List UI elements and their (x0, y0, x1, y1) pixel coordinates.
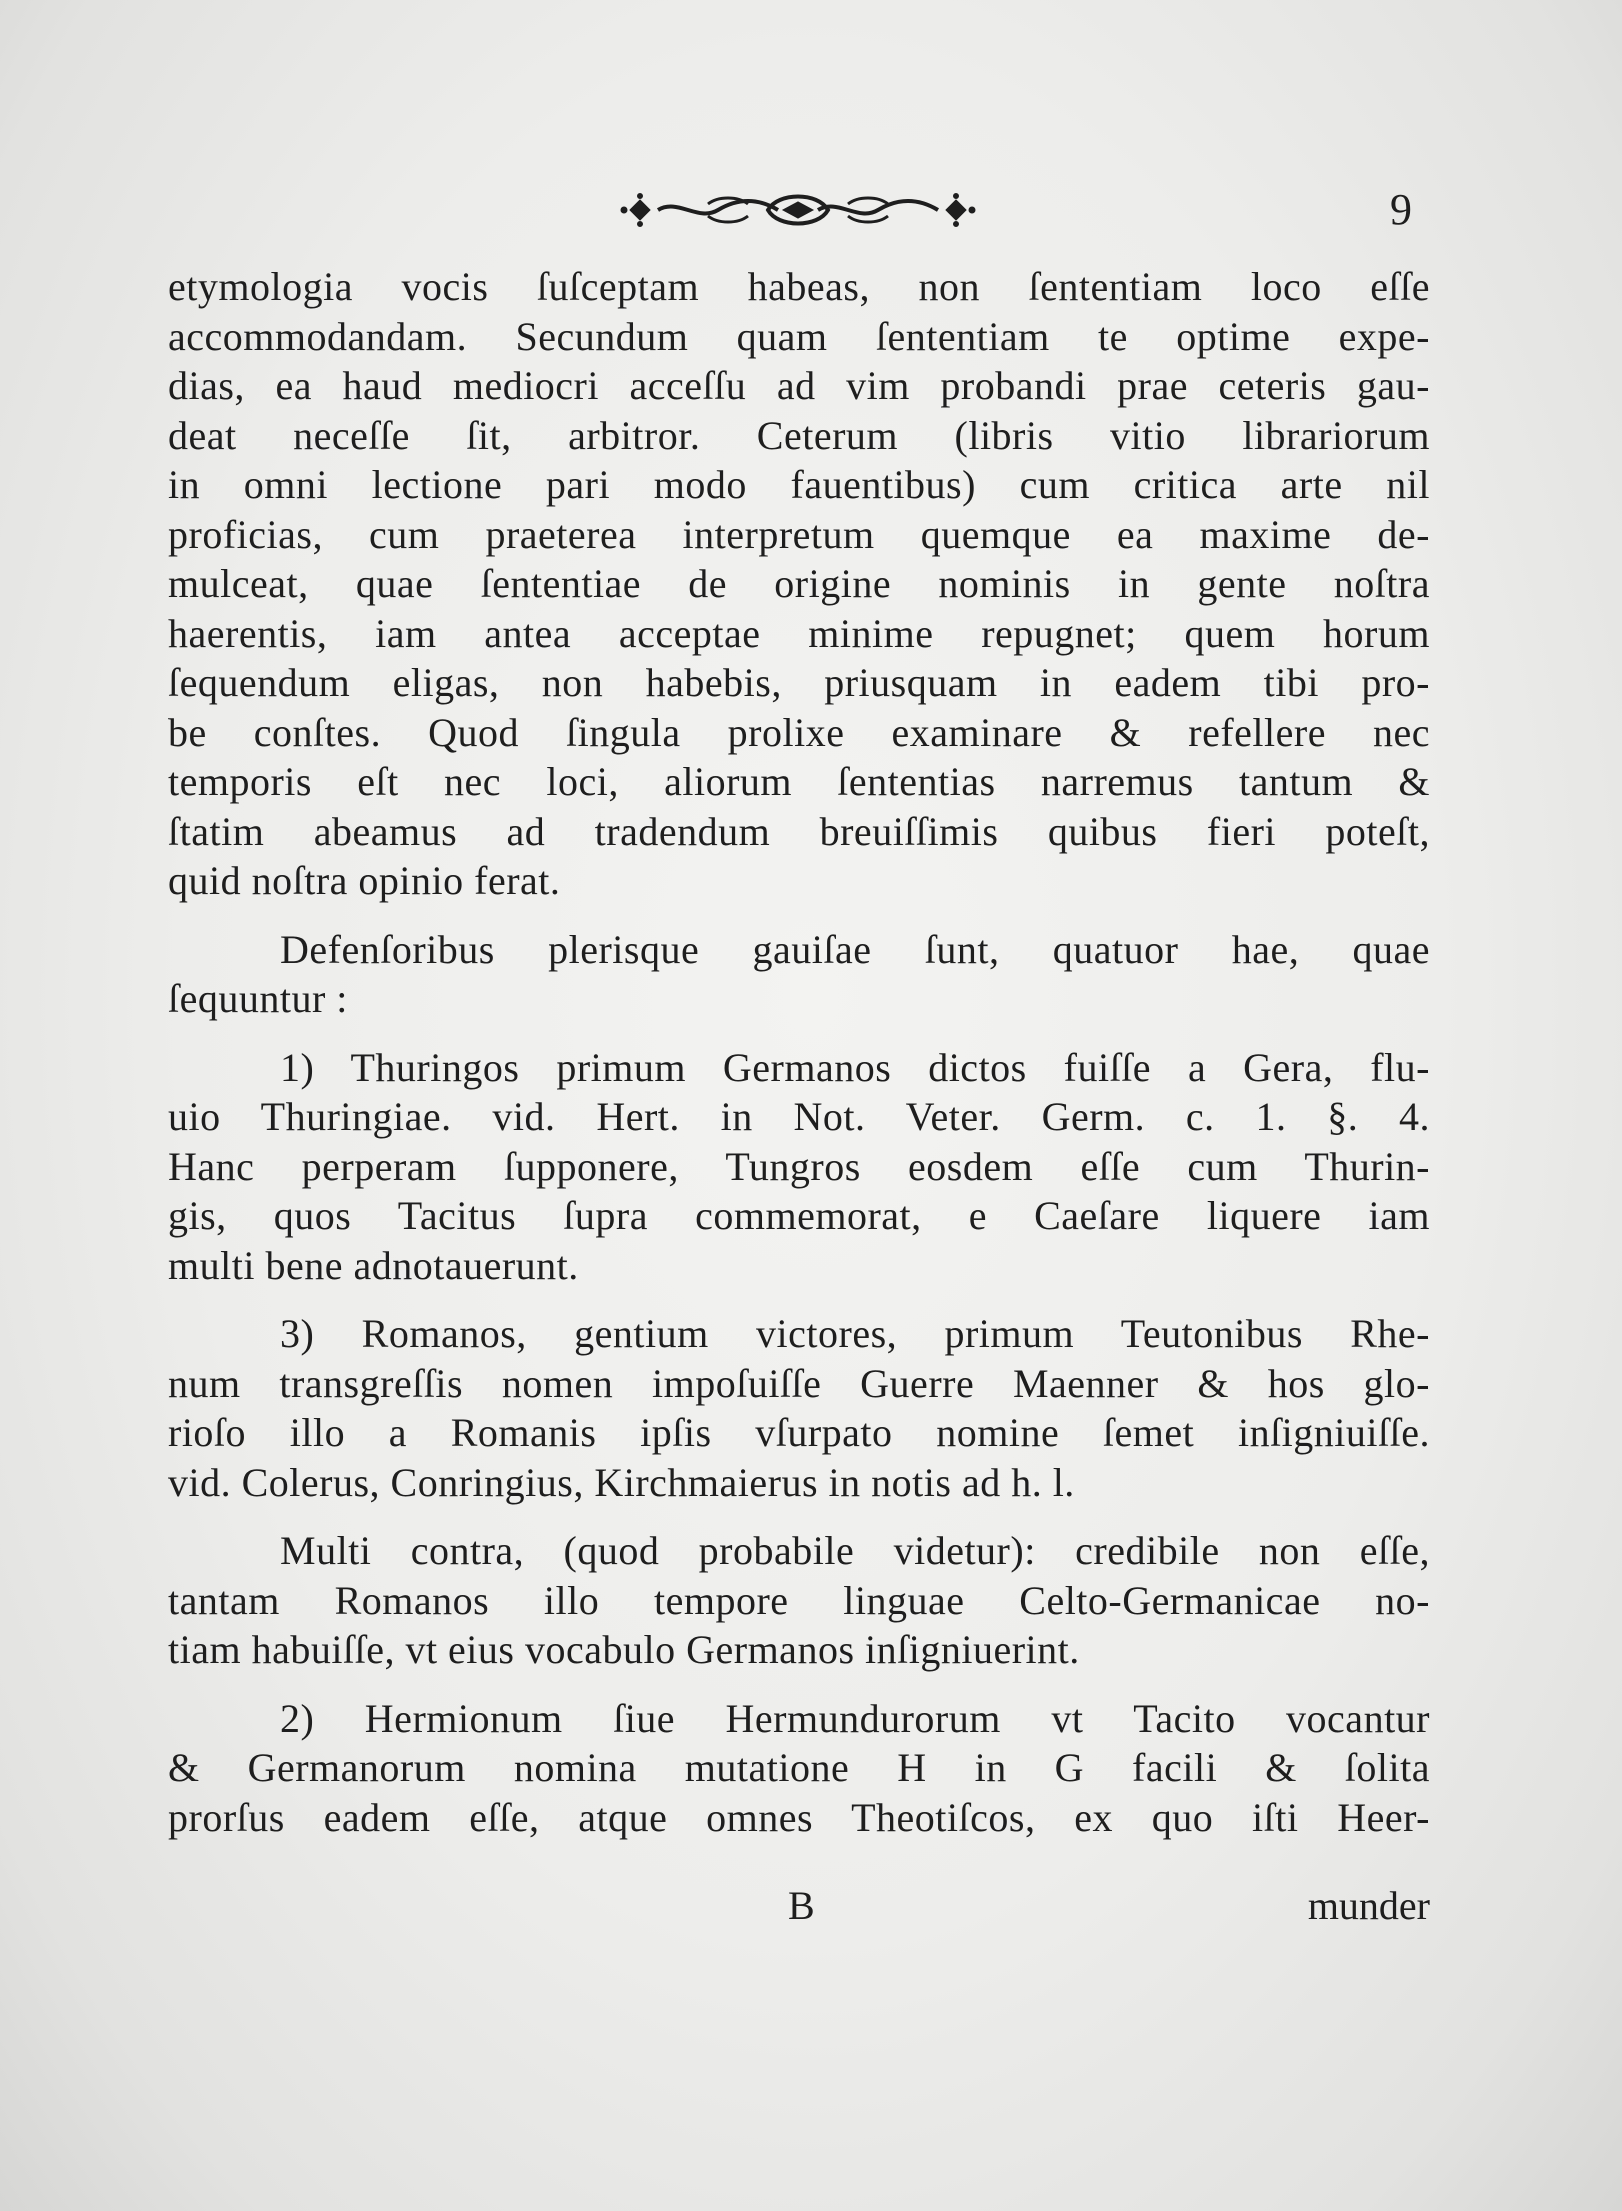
text-line: ſequendum eligas, non habebis, priusquam in eadem tibi pro- (168, 660, 1430, 705)
paragraph-gap (168, 906, 1430, 925)
text-line: tantam Romanos illo tempore linguae Celto-Germanicae no- (168, 1577, 1430, 1623)
text-line: quid noſtra opinio ferat. (168, 858, 561, 903)
text-line: proficias, cum praeterea interpretum quemque ea maxime de- (168, 511, 1430, 557)
text-line: be conſtes. Quod ſingula prolixe examinare & refellere nec (168, 709, 1430, 755)
text-line: mulceat, quae ſententiae de origine nominis in gente noſtra (168, 561, 1430, 606)
text-line: accommodandam. Secundum quam ſententiam te optime expe- (168, 313, 1430, 359)
text-line: dias, ea haud mediocri acceſſu ad vim probandi prae ceteris gau- (168, 363, 1430, 408)
text-line: vid. Colerus, Conringius, Kirchmaierus in notis ad h. l. (168, 1459, 1075, 1505)
text-line: 1) Thuringos primum Germanos dictos fuiſſe a Gera, flu- (280, 1044, 1430, 1090)
signature-mark: B (788, 1883, 815, 1928)
text-line: deat neceſſe ſit, arbitror. Ceterum (libris vitio librariorum (168, 412, 1430, 458)
text-line: multi bene adnotauerunt. (168, 1242, 579, 1288)
text-line: ſtatim abeamus ad tradendum breuiſſimis quibus fieri poteſt, (168, 808, 1430, 854)
paragraph-gap (168, 1290, 1430, 1309)
ornament-icon (618, 180, 978, 240)
text-line: & Germanorum nomina mutatione H in G facili & ſolita (168, 1745, 1430, 1790)
text-line: prorſus eadem eſſe, atque omnes Theotiſcos, ex quo iſti Heer- (168, 1794, 1430, 1840)
text-line: temporis eſt nec loci, aliorum ſententias narremus tantum & (168, 759, 1430, 804)
text-line: tiam habuiſſe, vt eius vocabulo Germanos inſigniuerint. (168, 1627, 1080, 1672)
paragraph-gap (168, 1507, 1430, 1526)
text-line: num transgreſſis nomen impoſuiſſe Guerre Maenner & hos glo- (168, 1360, 1430, 1406)
paragraph-gap (168, 1675, 1430, 1694)
text-line: Multi contra, (quod probabile videtur): credibile non eſſe, (280, 1528, 1430, 1573)
text-line: uio Thuringiae. vid. Hert. in Not. Veter. Germ. c. 1. §. 4. (168, 1094, 1430, 1139)
text-line: etymologia vocis ſuſceptam habeas, non ſententiam loco eſſe (168, 264, 1430, 309)
text-line: gis, quos Tacitus ſupra commemorat, e Caeſare liquere iam (168, 1193, 1430, 1238)
text-line: haerentis, iam antea acceptae minime repugnet; quem horum (168, 610, 1430, 656)
page-footer (168, 1882, 1430, 1932)
text-line: ſequuntur : (168, 976, 348, 1021)
body-text (168, 262, 1430, 1842)
page-header (0, 180, 1622, 240)
text-line: 2) Hermionum ſiue Hermundurorum vt Tacito vocantur (280, 1695, 1430, 1741)
page-number: 9 (1390, 185, 1412, 234)
text-line: rioſo illo a Romanis ipſis vſurpato nomine ſemet inſigniuiſſe. (168, 1410, 1430, 1455)
paragraph-gap (168, 1024, 1430, 1043)
text-line: in omni lectione pari modo fauentibus) cum critica arte nil (168, 462, 1430, 507)
text-line: Defenſoribus plerisque gauiſae ſunt, quatuor hae, quae (280, 926, 1430, 972)
text-line: 3) Romanos, gentium victores, primum Teutonibus Rhe- (280, 1311, 1430, 1356)
catchword: munder (1307, 1883, 1430, 1928)
text-line: Hanc perperam ſupponere, Tungros eosdem eſſe cum Thurin- (168, 1143, 1430, 1189)
